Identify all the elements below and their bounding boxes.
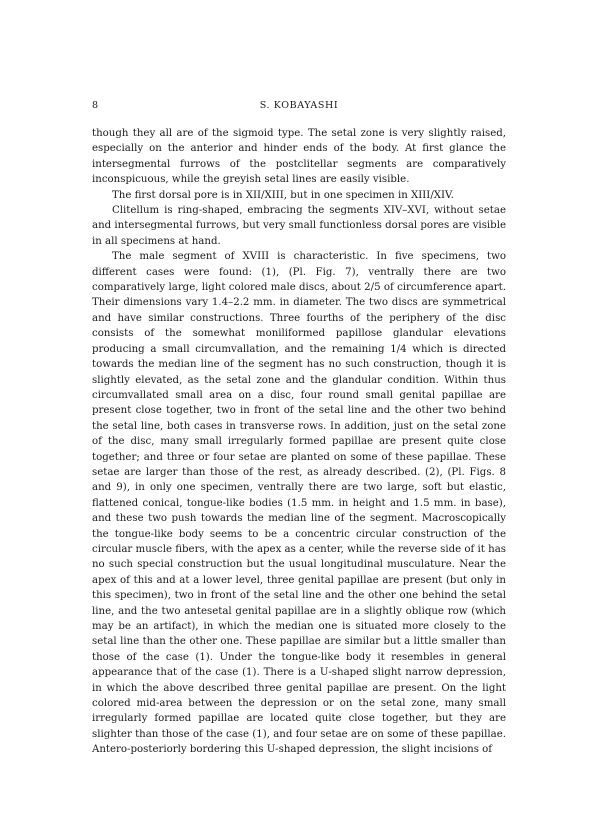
paragraph-male-segment: The male segment of XVIII is characteristic. In five specimens, two different cases were found: (1), (Pl. Fig. 7), ventrally there are two comparatively large, light colored male discs, about 2/5 of circumference apart. Their dimensions vary 1.4–2.2 mm. in diameter. The two discs are symmetrical and have similar constructions. Three fourths of the periphery of the disc consists of the somewhat moniliformed papillose glandular elevations producing a small circumvallation, and the remaining 1/4 which is directed towards the median line of the segment has no such construction, though it is slightly elevated, as the setal zone and the glandular condition. Within thus circumvallated small area on a disc, four round small genital papillae are present close together, two in front of the setal line and the other two behind the setal line, both cases in transverse rows. In addition, just on the setal zone of the disc, many small irregularly formed papillae are present quite close together; and three or four setae are planted on some of these papillae. These setae are larger than those of the rest, as already described. (2), (Pl. Figs. 8 and 9), in only one specimen, ventrally there are two large, soft but elastic, flattened conical, tongue-like bodies (1.5 mm. in height and 1.5 mm. in base), and these two push towards the median line of the segment. Macroscopically the tongue-like body seems to be a concentric circular construction of the circular muscle fibers, with the apex as a center, while the reverse side of it has no such special construction but the usual longitudinal musculature. Near the apex of this and at a lower level, three genital papillae are present (but only in this specimen), two in front of the setal line and the other one behind the setal line, and the two antesetal genital papillae are in a slightly oblique row (which may be an artifact), in which the median one is situated more closely to the setal line than the other one. These papillae are similar but a little smaller than those of the case (1). Under the tongue-like body it resembles in general appearance that of the case (1). There is a U-shaped slight narrow depression, in which the above described three genital papillae are present. On the light colored mid-area between the depression or on the setal zone, many small irregularly formed papillae are located quite close together, but they are slighter than those of the case (1), and four setae are on some of these papillae. Antero-posteriorly bordering this U-shaped depression, the slight incisions of xyxy=(92,251,506,756)
running-head xyxy=(92,99,506,113)
page-number: 8 xyxy=(92,100,99,111)
paragraph-dorsal-pore: The first dorsal pore is in XII/XIII, but in one specimen in XIII/XIV. xyxy=(112,189,454,201)
paragraph-clitellum: Clitellum is ring-shaped, embracing the segments XIV–XVI, without setae and intersegmental furrows, but very small functionless dorsal pores are visible in all specimens at hand. xyxy=(92,205,506,247)
paragraph-body-appearance: though they all are of the sigmoid type. The setal zone is very slightly raised, especially on the anterior and hinder ends of the body. At first glance the intersegmental furrows of the postclitellar segments are comparatively inconspicuous, while the greyish setal lines are easily visible. xyxy=(92,128,506,186)
body-text xyxy=(92,126,506,758)
running-title: S. KOBAYASHI xyxy=(259,100,339,111)
